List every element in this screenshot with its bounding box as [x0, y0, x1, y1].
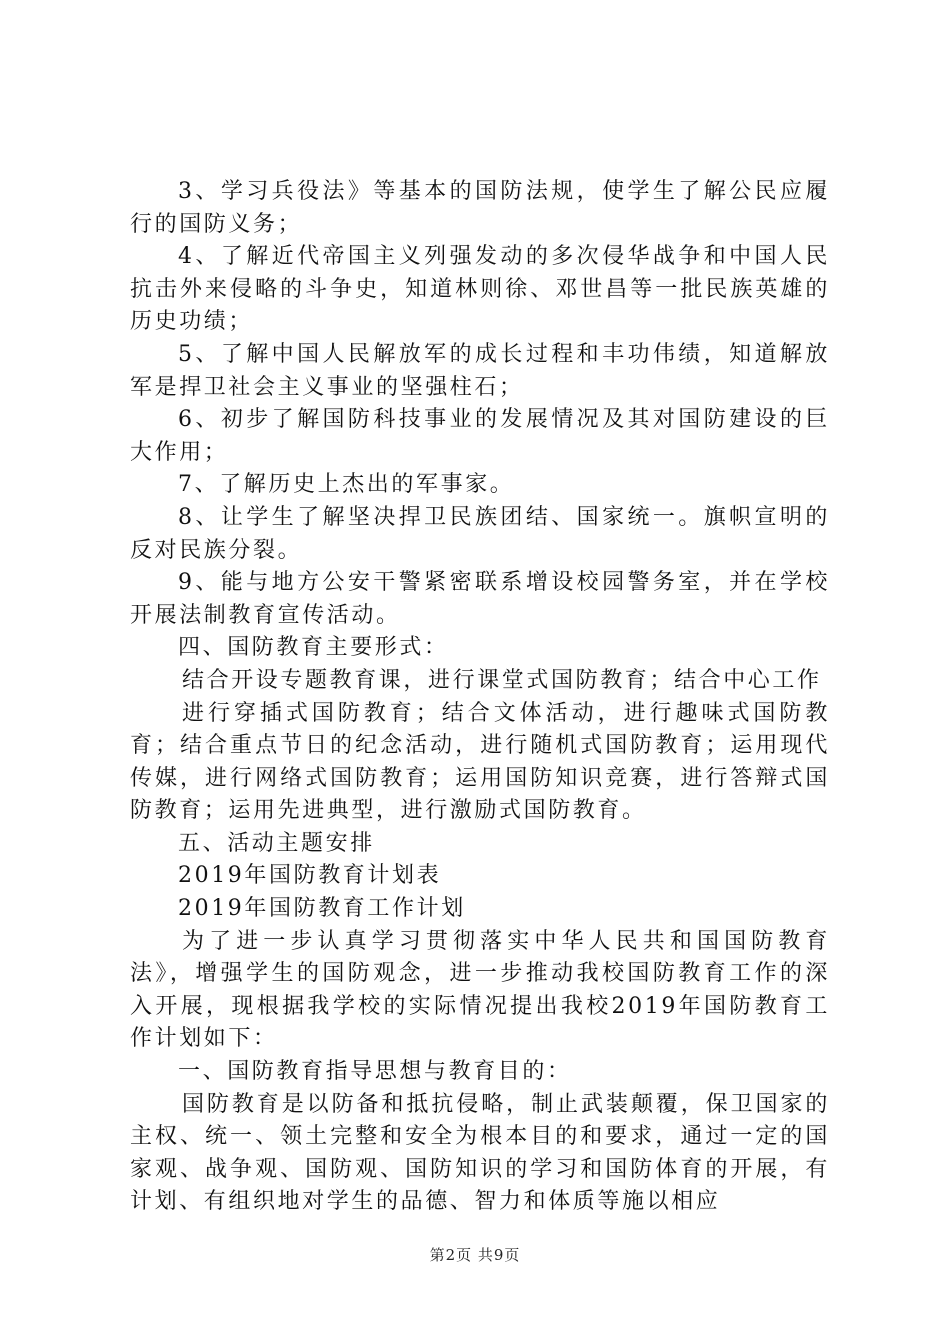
- paragraph-item-7: 7、了解历史上杰出的军事家。: [178, 472, 515, 498]
- paragraph-forms-intro: 结合开设专题教育课，进行课堂式国防教育；结合中心工作: [182, 667, 822, 693]
- paragraph-forms-detail: 进行穿插式国防教育；结合文体活动，进行趣味式国防教育；结合重点节日的纪念活动，进行随机式国防教育；运用现代传媒，进行网络式国防教育；运用国防知识竞赛，进行答辩式国防教育；运用先进典型，进行激励式国防教育。: [130, 700, 830, 824]
- paragraph-plan-intro: 为了进一步认真学习贯彻落实中华人民共和国国防教育法》，增强学生的国防观念，进一步推动我校国防教育工作的深入开展，现根据我学校的实际情况提出我校2019年国防教育工作计划如下：: [130, 928, 830, 1052]
- paragraph-guiding-ideology: 国防教育是以防备和抵抗侵略，制止武装颠覆，保卫国家的主权、统一、领土完整和安全为根本目的和要求，通过一定的国家观、战争观、国防观、国防知识的学习和国防体育的开展，有计划、有组织地对学生的品德、智力和体质等施以相应: [130, 1091, 830, 1215]
- section-heading-guiding-ideology: 一、国防教育指导思想与教育目的：: [178, 1059, 572, 1085]
- paragraph-item-9: 9、能与地方公安干警紧密联系增设校园警务室，并在学校开展法制教育宣传活动。: [130, 570, 830, 628]
- section-heading-forms: 四、国防教育主要形式：: [178, 635, 449, 661]
- paragraph-item-8: 8、让学生了解坚决捍卫民族团结、国家统一。旗帜宣明的反对民族分裂。: [130, 504, 830, 563]
- paragraph-item-4: 4、了解近代帝国主义列强发动的多次侵华战争和中国人民抗击外来侵略的斗争史，知道林则徐、邓世昌等一批民族英雄的历史功绩；: [130, 244, 830, 335]
- section-heading-activities: 五、活动主题安排: [178, 830, 375, 856]
- page-footer: 第2页 共9页: [429, 1246, 521, 1264]
- heading-work-plan: 2019年国防教育工作计划: [178, 896, 466, 922]
- heading-plan-table: 2019年国防教育计划表: [178, 863, 442, 889]
- paragraph-item-5: 5、了解中国人民解放军的成长过程和丰功伟绩，知道解放军是捍卫社会主义事业的坚强柱石；: [130, 341, 830, 400]
- paragraph-item-6: 6、初步了解国防科技事业的发展情况及其对国防建设的巨大作用；: [130, 407, 830, 465]
- paragraph-item-3: 3、学习兵役法》等基本的国防法规，使学生了解公民应履行的国防义务；: [130, 179, 830, 237]
- document-body: [130, 176, 830, 1219]
